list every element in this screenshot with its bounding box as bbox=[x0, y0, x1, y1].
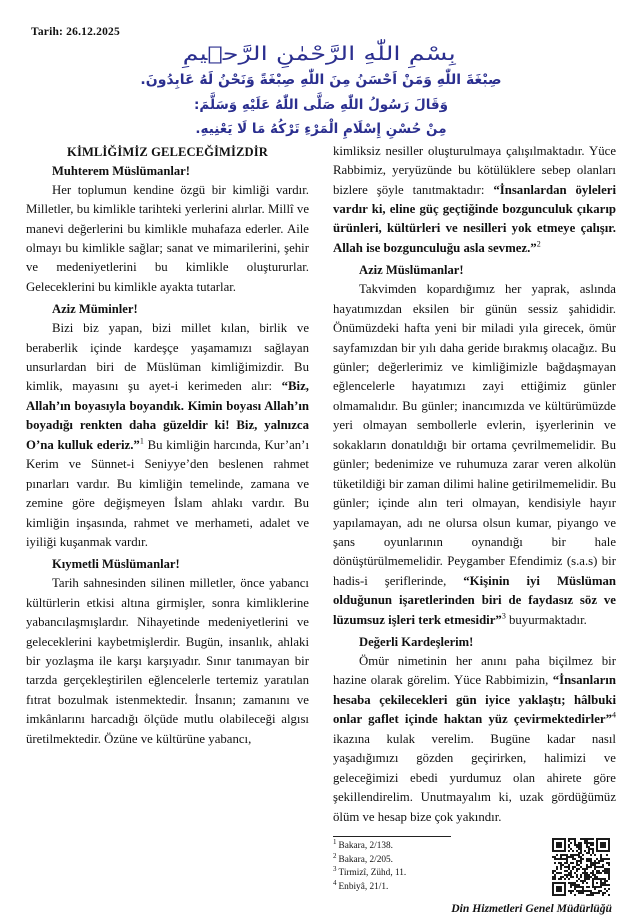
paragraph-5 bbox=[333, 280, 616, 630]
basmala-block bbox=[26, 44, 616, 65]
paragraph-4-lead: kimliksiz nesiller oluşturulmaya çalışılmaktadır. Yüce Rabbimiz, yeryüzünde bu kötülüklere sebep olanları bizlere şöyle tanıtmaktadır: bbox=[333, 143, 616, 197]
footnote-text: Bakara, 2/205. bbox=[338, 854, 393, 865]
section-heading-aziz-muslumanlar: Aziz Müslümanlar! bbox=[359, 263, 464, 278]
basmala-text: بِسْمِ اللّٰهِ الرَّحْمٰنِ الرَّح۪يمِ bbox=[182, 42, 456, 65]
two-column-body bbox=[26, 144, 616, 916]
paragraph-1: Her toplumun kendine özgü bir kimliği vardır. Milletler, bu kimlikle tarihteki yerlerini alırlar. Millî ve manevi değerlerini bu kimlikle muhafaza ederler. Aile olmayı bu kimlikle sağlar; sanat ve mimarilerini, şehir ve medeniyetlerini bu kimlikle oluştururlar. Geleceklerini bu kimlikle ayakta tutarlar. bbox=[26, 182, 309, 294]
paragraph-3: Tarih sahnesinden silinen milletler, önce yabancı kültürlerin etkisi altına girmişler, sonra kimliklerine yabancılaşmışlardır. Nihayetinde medeniyetlerini ve geleceklerini kaybetmişlerdir. Bugün, insanlık, ahlaki bir yozlaşma ile karşı karşıyadır. Sınır tanımayan bir tarzda gerçekleştirilen eğlencelerle tertemiz yaratılan fıtrat bozulmak istenmektedir. İnsanın; zamanını ve imkânlarını harcadığı ölçüde mutlu olabileceği algısı üretilmektedir. Özüne ve kültürüne yabancı, bbox=[26, 576, 309, 746]
footnote-ref-4: 4 bbox=[612, 711, 616, 721]
paragraph-2 bbox=[26, 319, 309, 552]
paragraph-5-tail: buyurmaktadır. bbox=[505, 612, 587, 627]
hadith-intro-arabic-text: وَقَالَ رَسُولُ اللّٰهِ صَلَّى اللّٰهُ عَلَيْهِ وَسَلَّمَ: bbox=[193, 96, 449, 113]
date-label: Tarih: 26.12.2025 bbox=[31, 26, 120, 38]
ayah-quote-1: “Biz, Allah’ın boyasıyla boyandık. Kimin boyası Allah’ın boyadığı renkten daha güzeldir ki! Biz, yalnızca O’na kulluk ederiz.” bbox=[26, 379, 309, 452]
section-heading-muhterem: Muhterem Müslümanlar! bbox=[52, 163, 190, 178]
paragraph-2-lead: Bizi biz yapan, bizi millet kılan, birlik ve beraberlik içinde kardeşçe yaşamamızı sağlayan unsurlardan biri de Müslüman kimliğimizdir. Bu kimlik, mayasını şu ayet-i kerimeden alır: bbox=[26, 321, 309, 394]
section-heading-kiymetli: Kıymetli Müslümanlar! bbox=[52, 557, 180, 572]
footnote-text: Tirmizî, Zühd, 11. bbox=[338, 868, 407, 879]
section-heading-degerli-kardeslerim: Değerli Kardeşlerim! bbox=[359, 635, 474, 650]
paragraph-6-tail: ikazına kulak verelim. Bugüne kadar nasıl yaşadığımızı gözden geçirirken, halimizi ve geleceğimizi ebedi yurdumuz olan ahirete göre şekillendirelim. Unutmayalım ki, uzak gördüğümüz ölüm ve hesap bize çok yakındır. bbox=[333, 731, 616, 824]
footnotes-block bbox=[333, 836, 616, 895]
qr-code-svg bbox=[552, 838, 610, 896]
footnote-separator-rule bbox=[333, 836, 451, 837]
footnote-number: 3 bbox=[333, 865, 337, 874]
hadith-arabic-text: مِنْ حُسْنِ إِسْلَامِ الْمَرْءِ تَرْكُهُ مَا لَا يَعْنِيهِ. bbox=[195, 120, 447, 137]
right-column bbox=[333, 142, 616, 916]
footnote-ref-3: 3 bbox=[501, 611, 506, 621]
footnote-number: 1 bbox=[333, 837, 337, 846]
footnote-ref-2: 2 bbox=[536, 239, 541, 249]
footnote-number: 2 bbox=[333, 851, 337, 860]
footnote-number: 4 bbox=[333, 879, 337, 888]
qr-code-icon[interactable] bbox=[552, 838, 610, 896]
paragraph-6 bbox=[333, 652, 616, 827]
footnote-ref-1: 1 bbox=[139, 436, 144, 446]
section-heading-aziz-muminler: Aziz Müminler! bbox=[52, 302, 138, 317]
paragraph-2-tail: Bu kimliğin harcında, Kur’an’ı Kerim ve Sünnet-i Seniyye’den beslenen rahmet pınarları vardır. Bu kimliğin temelinde, zamana ve zemine göre değişmeyen İslam ahlakı vardır. Bu kimliğin inşasında, rahmet ve merhameti, adalet ve iyiliği kuşanmak vardır. bbox=[26, 437, 310, 549]
footnote-text: Bakara, 2/138. bbox=[338, 840, 393, 851]
footnote-text: Enbiyâ, 21/1. bbox=[338, 882, 389, 893]
ayah-quote-3: “İnsanların hesaba çekilecekleri gün iyice yaklaştı; hâlbuki onlar gaflet içinde haktan yüz çevirmektedirler” bbox=[333, 673, 616, 727]
document-header bbox=[26, 26, 616, 141]
left-column bbox=[26, 144, 309, 749]
paragraph-4 bbox=[333, 142, 616, 259]
arabic-scripture-block bbox=[26, 68, 616, 141]
page-title: KİMLİĞİMİZ GELECEĞİMİZDİR bbox=[67, 144, 268, 159]
ayah-quote-2: “İnsanlardan öyleleri vardır ki, eline güç geçtiğinde bozgunculuk çıkarıp ürünleri, kültürleri ve nesilleri yok etmeye çalışır. Allah ise bozgunculuğu asla sevmez.” bbox=[333, 182, 616, 255]
ayah-arabic-text: صِبْغَةَ اللّٰهِ وَمَنْ اَحْسَنُ مِنَ اللّٰهِ صِبْغَةً وَنَحْنُ لَهُ عَابِدُونَ. bbox=[140, 71, 502, 88]
hadith-quote-1: “Kişinin iyi Müslüman olduğunun işaretlerinden biri de faydasız söz ve lüzumsuz işleri terk etmesidir” bbox=[333, 573, 616, 627]
signature-line: Din Hizmetleri Genel Müdürlüğü bbox=[451, 901, 612, 915]
paragraph-5-lead: Takvimden kopardığımız her yaprak, aslında hayatımızdan eksilen bir günün sessiz şahididir. Önümüzdeki hafta yeni bir miladi yıla girecek, ömür sayfamızdan bir yılı daha geride bırakmış olacağız. Bu günler; değerlerimiz ve kimliğimizle bağdaşmayan eğlencelerle hayatımızı zayi ettiğimiz günler olmamalıdır. Bu günler; inancımızda ve kültürümüzde yeri olmayan sembollerle evlerin, işyerlerinin ve sokakların donatıldığı bir ortama çevrilmemelidir. Bu günler; bedenimize ve ruhumuza zarar veren alkolün tüketildiği bir zaman dilimi haline getirilmemelidir. Bu günler; içinde alın teri olmayan, kendisiyle hayır yapılamayan, adı ne olursa olsun kumar, piyango ve şans oyunlarının oynandığı bir hale dönüştürülmemelidir. Peygamber Efendimiz (s.a.s) bir hadis-i şeriflerinde, bbox=[333, 282, 616, 588]
paragraph-6-lead: Ömür nimetinin her anını paha biçilmez bir hazine olarak görelim. Yüce Rabbimizin, bbox=[333, 654, 616, 688]
